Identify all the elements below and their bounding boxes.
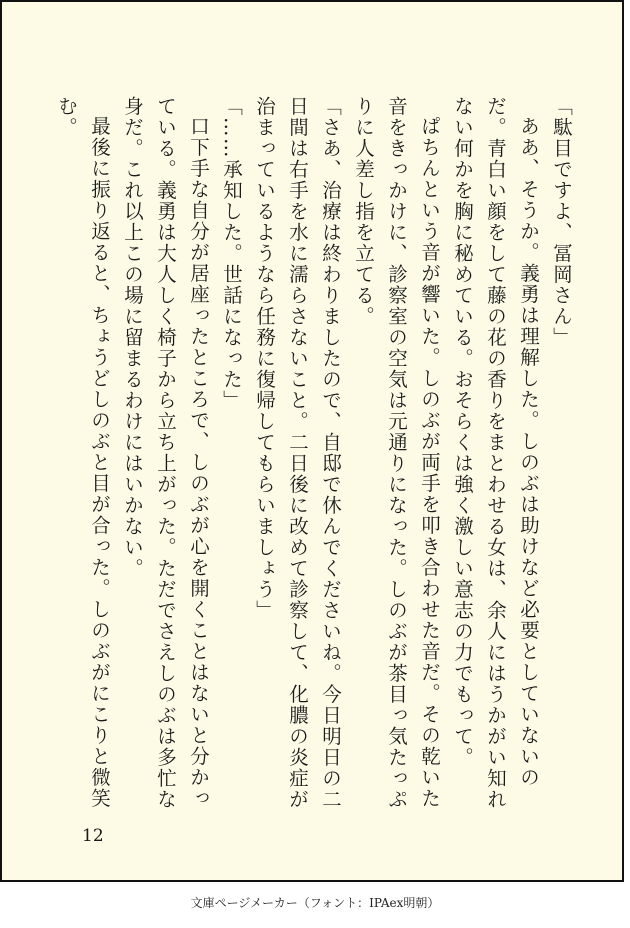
paragraph: 「さあ、治療は終わりましたので、自邸で休んでくださいね。今日明日の二日間は右手を水に濡らさないこと。二日後に改めて診察して、化膿の炎症が治まっているようなら任務に復帰してもらいましょう」 — [253, 96, 342, 810]
vertical-text-body — [50, 96, 578, 816]
paragraph: 「駄目ですよ、冨岡さん」 — [550, 96, 573, 348]
paragraph: ああ、そうか。義勇は理解した。しのぶは助けなど必要としていないのだ。青白い顔をして藤の花の香りをまとわせる女は、余人にはうかがい知れない何かを胸に秘めている。おそらくは強く激しい意志の力でもって。 — [451, 96, 540, 810]
paragraph: 「……承知した。世話になった」 — [220, 96, 243, 411]
footer-credit: 文庫ページメーカー（フォント：IPAex明朝） — [190, 896, 440, 910]
page-number: 12 — [82, 826, 104, 846]
paragraph: 最後に振り返ると、ちょうどしのぶと目が合った。しのぶがにこりと微笑む。 — [55, 96, 111, 809]
paragraph: ぱちんという音が響いた。しのぶが両手を叩き合わせた音だ。その乾いた音をきっかけに、診察室の空気は元通りになった。しのぶが茶目っ気たっぷりに人差し指を立てる。 — [352, 96, 441, 810]
paragraph: 口下手な自分が居座ったところで、しのぶが心を開くことはないと分かっている。義勇は大人しく椅子から立ち上がった。ただでさえしのぶは多忙な身だ。これ以上この場に留まるわけにはいかない。 — [121, 96, 210, 810]
